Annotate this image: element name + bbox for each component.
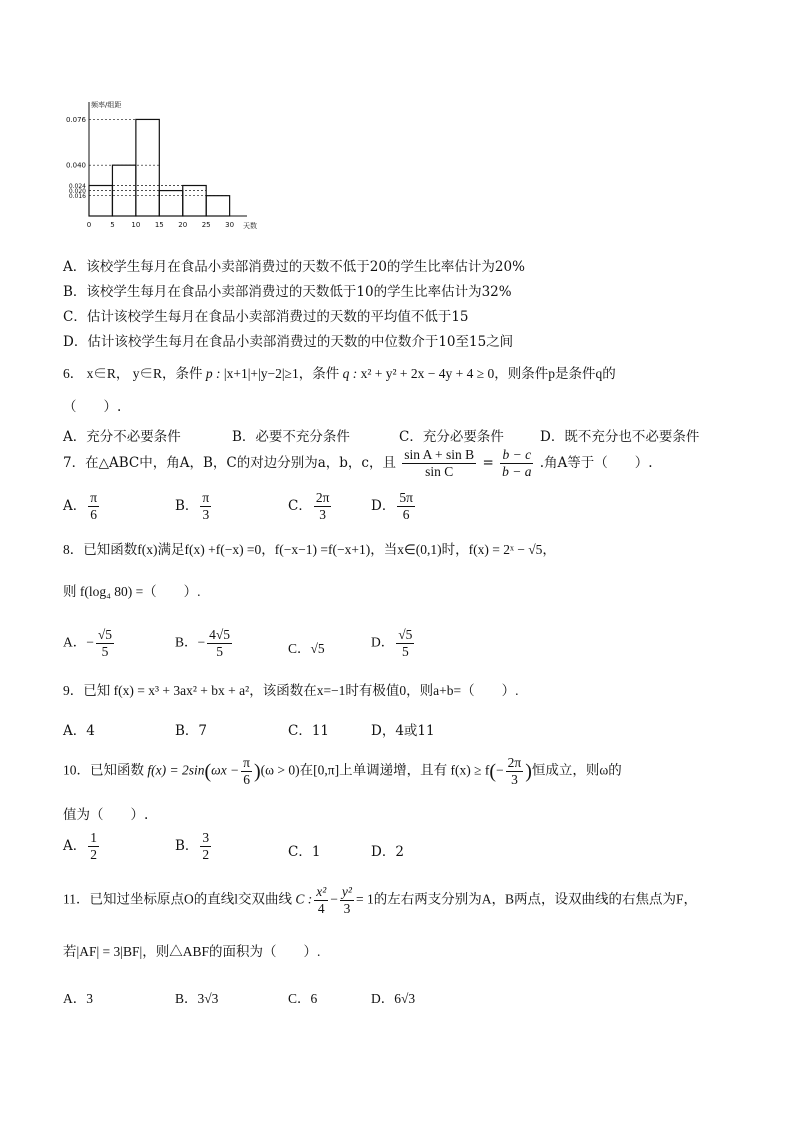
q6-stem [63, 365, 616, 383]
q7-option-d [371, 490, 417, 523]
y-tick-label: 0.024 [68, 183, 86, 191]
q7-f1-numerator: sin A + sin B [404, 447, 475, 462]
q11-y-num: y² [341, 884, 352, 899]
q7-f2-denominator: b − a [502, 464, 532, 479]
q5-option-d: D．估计该校学生每月在食品小卖部消费过的天数的中位数介于10至15之间 [63, 334, 514, 350]
q8-option-a [63, 627, 116, 660]
histogram-bar [136, 119, 159, 216]
x-axis-label: 天数 [243, 222, 257, 230]
q5-option-a: A．该校学生每月在食品小卖部消费过的天数不低于20的学生比率估计为20% [63, 259, 525, 275]
q7-a-num: π [90, 490, 98, 505]
q8-option-c: C．√5 [288, 641, 325, 656]
histogram-chart [63, 96, 257, 246]
q8-stem-line1: 8．已知函数f(x)满足f(x) +f(−x) =0，f(−x−1) =f(−x+1)，当x∈(0,1)时，f(x) = 2ˣ − √5， [63, 542, 556, 557]
q10-b-label: B． [175, 838, 199, 854]
q10-stem-line2: 值为（ ）. [63, 807, 149, 823]
q6-q-expr: x² + y² + 2x − 4y + 4 ≥ 0，则条件p是条件q的 [360, 366, 616, 381]
q6-option-d: D．既不充分也不必要条件 [540, 429, 700, 445]
q9-option-a: A．4 [63, 723, 95, 739]
q11-x-num: x² [316, 884, 327, 899]
q10-r-den: 3 [511, 772, 518, 787]
q9-option-c: C．11 [288, 723, 330, 739]
q10-inner-den: 6 [243, 772, 250, 787]
q7-equals: = [482, 455, 494, 471]
q8-option-d [371, 627, 416, 660]
q11-x-den: 4 [317, 901, 325, 916]
q6-number: 6． [63, 366, 84, 381]
q7-f2-numerator: b − c [500, 447, 533, 464]
q11-stem-line2: 若|AF| = 3|BF|，则△ABF的面积为（ ）. [63, 944, 321, 959]
histogram-bar [159, 191, 182, 216]
y-tick-label: 0.016 [68, 193, 86, 201]
q7-d-den: 6 [402, 507, 410, 522]
q10-a-den: 2 [90, 847, 97, 862]
q6-p-label: p : [205, 366, 221, 381]
q8-d-num: √5 [398, 627, 413, 642]
q9-option-d: D，4或11 [371, 723, 435, 739]
q7-b-label: B． [175, 498, 199, 514]
x-tick-label: 5 [110, 221, 115, 229]
q6-option-c: C．充分必要条件 [399, 429, 504, 445]
q8-option-b [175, 627, 234, 660]
q10-lead: 10．已知函数 [63, 762, 144, 778]
q7-option-c [288, 490, 333, 523]
q10-inner-num: π [243, 755, 250, 770]
q10-tail: 恒成立，则ω的 [531, 762, 622, 778]
q10-option-a [63, 830, 101, 863]
y-tick-label: 0.040 [65, 161, 86, 170]
q8-a-label: A．− [63, 634, 94, 650]
q8-a-den: 5 [101, 644, 109, 659]
x-tick-label: 25 [201, 221, 211, 229]
q11-tail: = 1的左右两支分别为A，B两点，设双曲线的右焦点为F， [355, 891, 697, 907]
q8-stem-line2: 则 f(log₄ 80) =（ ）. [63, 584, 201, 599]
q11-option-c: C．6 [288, 991, 318, 1006]
q11-y-den: 3 [343, 901, 351, 916]
q6-answer-bracket: （ ）. [63, 399, 122, 415]
q11-option-a: A．3 [63, 991, 93, 1006]
q6-x-cond: x∈R， [86, 366, 130, 381]
q8-a-num: √5 [97, 627, 113, 642]
q6-p-expr: |x+1|+|y−2|≥1，条件 [223, 366, 340, 381]
q7-option-a [63, 490, 101, 523]
q11-stem-line1 [63, 884, 697, 917]
histogram-bar [89, 186, 112, 216]
q7-tail: .角A等于（ ）. [539, 455, 653, 471]
q10-inner: ωx − [211, 762, 240, 778]
q10-option-d: D．2 [371, 844, 404, 860]
q9-option-b: B．7 [175, 723, 208, 739]
q10-r-num: 2π [507, 755, 522, 770]
q10-neg: − [496, 762, 504, 778]
q10-option-c: C．1 [288, 844, 321, 860]
y-tick-label: 0.076 [65, 115, 86, 124]
q8-d-label: D． [371, 634, 395, 650]
q10-b-den: 2 [202, 847, 210, 862]
x-tick-label: 10 [131, 221, 141, 229]
q8-b-den: 5 [216, 644, 223, 659]
q10-a-num: 1 [90, 830, 97, 845]
q10-stem-line1: 10．已知函数 f(x) = 2sin(ωx − $\frac{\pi}{6}$ )(ω > 0)在[0,π]上单调递增，且有 f(x) ≥ f(− $\frac{2\pi}{3}$ )恒成立，则ω的 [63, 755, 622, 787]
q7-f1-denominator: sin C [425, 464, 454, 479]
histogram-bar [206, 196, 229, 216]
q10-a-label: A． [63, 838, 87, 854]
q6-option-a: A．充分不必要条件 [63, 429, 181, 445]
q11-option-d: D．6√3 [371, 991, 416, 1006]
q10-option-b [175, 830, 213, 863]
q7-a-den: 6 [90, 507, 98, 522]
q7-fraction-left [402, 447, 476, 480]
q11-minus: − [330, 891, 338, 907]
q6-option-b: B．必要不充分条件 [232, 429, 350, 445]
q7-b-num: π [202, 490, 210, 505]
q9-stem: 9．已知 f(x) = x³ + 3ax² + bx + a²，该函数在x=−1时有极值0，则a+b=（ ）. [63, 683, 519, 698]
q6-y-cond: y∈R，条件 [132, 366, 203, 381]
q7-b-den: 3 [202, 507, 210, 522]
q7-a-label: A． [63, 498, 87, 514]
x-tick-label: 20 [178, 221, 188, 229]
q7-option-b [175, 490, 213, 523]
y-axis-label: 频率/组距 [91, 101, 122, 109]
q7-c-num: 2π [315, 490, 330, 505]
q11-c-label: C : [295, 891, 313, 907]
q7-d-num: 5π [399, 490, 413, 505]
q7-fraction-right [500, 447, 533, 480]
q8-d-den: 5 [401, 644, 409, 659]
q10-b-num: 3 [202, 830, 210, 845]
histogram-bar [183, 186, 206, 216]
q7-lead: 7．在△ABC中，角A，B，C的对边分别为a，b，c，且 [63, 455, 396, 471]
x-tick-label: 30 [225, 221, 235, 229]
q5-option-b: B．该校学生每月在食品小卖部消费过的天数低于10的学生比率估计为32% [63, 284, 512, 300]
y-tick-label: 0.020 [68, 188, 86, 196]
q8-b-num: 4√5 [209, 627, 231, 642]
x-tick-label: 15 [154, 221, 164, 229]
q8-b-label: B．− [175, 634, 206, 650]
q11-option-b: B．3√3 [175, 991, 219, 1006]
q7-d-label: D． [371, 498, 396, 514]
q5-option-c: C．估计该校学生每月在食品小卖部消费过的天数的平均值不低于15 [63, 309, 469, 325]
q6-q-label: q : [342, 366, 358, 381]
x-tick-label: 0 [86, 221, 92, 229]
q7-stem [63, 447, 653, 480]
q11-lead: 11．已知过坐标原点O的直线l交双曲线 [63, 891, 292, 907]
q10-mid: (ω > 0)在[0,π]上单调递增，且有 f(x) ≥ f [260, 762, 490, 778]
q7-c-label: C． [288, 498, 312, 514]
q7-c-den: 3 [319, 507, 326, 522]
histogram-bar [112, 165, 135, 216]
q10-f-part: f(x) = 2sin [147, 762, 205, 778]
